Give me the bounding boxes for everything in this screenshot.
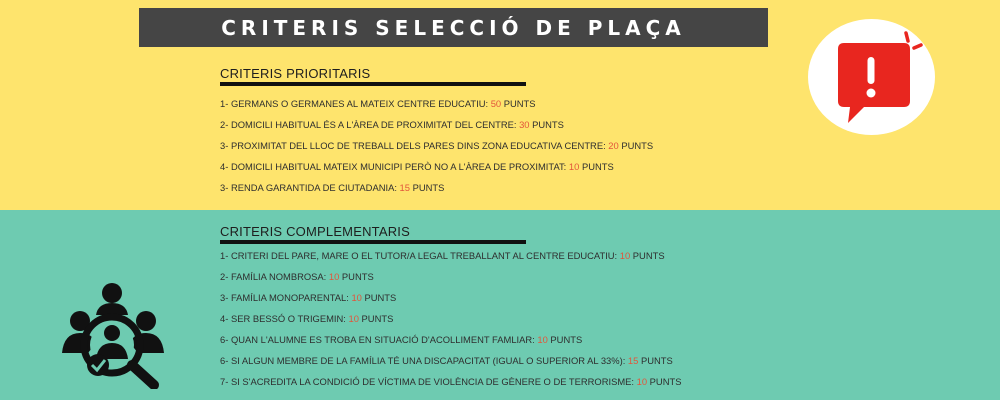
list-item: 1- GERMANS O GERMANES AL MATEIX CENTRE EDUCATIU: 50 PUNTS <box>220 98 536 109</box>
priority-underline <box>220 82 526 86</box>
list-item: 6- QUAN L'ALUMNE ES TROBA EN SITUACIÓ D'ACOLLIMENT FAMLIAR: 10 PUNTS <box>220 334 583 345</box>
page-title: CRITERIS SELECCIÓ DE PLAÇA <box>221 15 686 40</box>
points-value: 10 <box>537 334 548 345</box>
title-bar <box>139 8 768 47</box>
points-value: 10 <box>636 376 648 387</box>
points-value: 50 <box>490 98 502 109</box>
list-item: 1- CRITERI DEL PARE, MARE O EL TUTOR/A LEGAL TREBALLANT AL CENTRE EDUCATIU: 10 PUNTS <box>220 250 665 261</box>
points-value: 10 <box>568 161 580 172</box>
points-value: 10 <box>351 292 362 303</box>
list-item: 6- SI ALGUN MEMBRE DE LA FAMÍLIA TÉ UNA DISCAPACITAT (IGUAL O SUPERIOR AL 33%): 15 PUNTS <box>220 355 673 366</box>
list-item: 3- PROXIMITAT DEL LLOC DE TREBALL DELS PARES DINS ZONA EDUCATIVA CENTRE: 20 PUNTS <box>220 140 654 151</box>
points-value: 10 <box>348 313 359 324</box>
complementary-underline <box>220 240 526 244</box>
alert-circle <box>808 19 935 135</box>
people-search-check-icon <box>58 281 170 394</box>
complementary-heading: CRITERIS COMPLEMENTARIS <box>220 224 410 239</box>
list-item: 7- SI S'ACREDITA LA CONDICIÓ DE VÍCTIMA DE VIOLÈNCIA DE GÈNERE O DE TERRORISME: 10 PUNTS <box>220 376 682 387</box>
priority-list <box>220 99 653 193</box>
points-value: 10 <box>619 250 631 261</box>
complementary-section <box>220 224 681 398</box>
complementary-list <box>220 251 681 387</box>
points-value: 10 <box>328 271 340 282</box>
list-item: 4- SER BESSÓ O TRIGEMIN: 10 PUNTS <box>220 313 394 324</box>
list-item: 3- RENDA GARANTIDA DE CIUTADANIA: 15 PUNTS <box>220 182 445 193</box>
points-value: 30 <box>519 119 530 130</box>
list-item: 3- FAMÍLIA MONOPARENTAL: 10 PUNTS <box>220 292 397 303</box>
points-value: 20 <box>608 140 619 151</box>
points-value: 15 <box>627 355 639 366</box>
alert-speech-bubble-icon <box>808 19 935 135</box>
list-item: 2- DOMICILI HABITUAL ÉS A L'ÀREA DE PROXIMITAT DEL CENTRE: 30 PUNTS <box>220 119 564 130</box>
list-item: 4- DOMICILI HABITUAL MATEIX MUNICIPI PERÒ NO A L'ÀREA DE PROXIMITAT: 10 PUNTS <box>220 161 614 172</box>
list-item: 2- FAMÍLIA NOMBROSA: 10 PUNTS <box>220 271 374 282</box>
points-value: 15 <box>399 182 410 193</box>
priority-heading: CRITERIS PRIORITARIS <box>220 66 371 81</box>
priority-section <box>220 66 653 204</box>
